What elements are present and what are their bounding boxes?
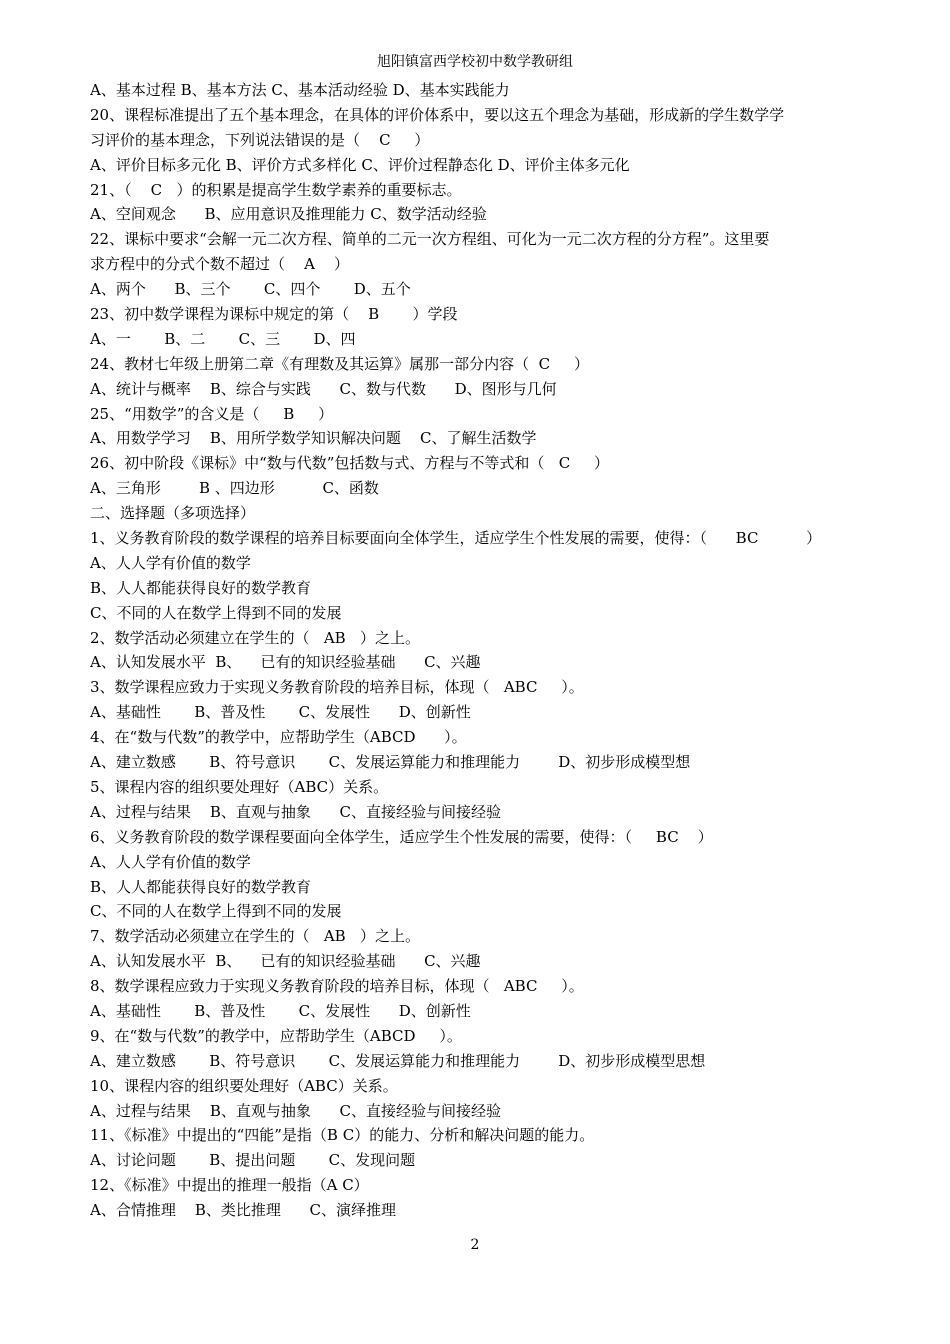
text-line: A、过程与结果 B、直观与抽象 C、直接经验与间接经验 <box>90 802 502 821</box>
text-line: 10、课程内容的组织要处理好（ABC）关系。 <box>90 1076 398 1095</box>
text-line: A、人人学有价值的数学 <box>90 553 251 572</box>
text-line: A、合情推理 B、类比推理 C、演绎推理 <box>90 1201 397 1220</box>
text-line: A、认知发展水平 B、 已有的知识经验基础 C、兴趣 <box>90 952 481 971</box>
text-line: A、空间观念 B、应用意识及推理能力 C、数学活动经验 <box>90 205 487 224</box>
text-line: A、建立数感 B、符号意识 C、发展运算能力和推理能力 D、初步形成模型思想 <box>90 1051 706 1070</box>
text-line: 12、《标准》中提出的推理一般指（A C） <box>90 1176 369 1195</box>
text-line: C、不同的人在数学上得到不同的发展 <box>90 902 342 921</box>
text-line: 11、《标准》中提出的“四能”是指（B C）的能力、分析和解决问题的能力。 <box>90 1126 595 1145</box>
text-line: 3、数学课程应致力于实现义务教育阶段的培养目标，体现（ ABC ）。 <box>90 678 584 697</box>
text-line: 25、“用数学”的含义是（ B ） <box>90 404 334 423</box>
text-line: 6、义务教育阶段的数学课程要面向全体学生，适应学生个性发展的需要，使得：（ BC ） <box>90 827 713 846</box>
text-line: A、一 B、二 C、三 D、四 <box>90 329 356 348</box>
page-header: 旭阳镇富西学校初中数学教研组 <box>377 54 573 70</box>
text-line: 20、课程标准提出了五个基本理念，在具体的评价体系中，要以这五个理念为基础，形成新的学生数学学 <box>90 105 785 124</box>
text-line: 4、在“数与代数”的教学中，应帮助学生（ABCD ）。 <box>90 728 467 747</box>
text-line: A、用数学学习 B、用所学数学知识解决问题 C、了解生活数学 <box>90 429 537 448</box>
text-line: 24、教材七年级上册第二章《有理数及其运算》属那一部分内容（ C ） <box>90 354 589 373</box>
text-line: 二、选择题（多项选择） <box>90 504 256 523</box>
text-line: 8、数学课程应致力于实现义务教育阶段的培养目标，体现（ ABC ）。 <box>90 977 584 996</box>
text-line: A、人人学有价值的数学 <box>90 852 251 871</box>
text-line: C、不同的人在数学上得到不同的发展 <box>90 603 342 622</box>
text-line: 9、在“数与代数”的教学中，应帮助学生（ABCD ）。 <box>90 1026 462 1045</box>
text-line: A、过程与结果 B、直观与抽象 C、直接经验与间接经验 <box>90 1101 502 1120</box>
text-line: 26、初中阶段《课标》中“数与代数”包括数与式、方程与不等式和（ C ） <box>90 454 610 473</box>
text-line: A、认知发展水平 B、 已有的知识经验基础 C、兴趣 <box>90 653 481 672</box>
text-line: A、评价目标多元化 B、评价方式多样化 C、评价过程静态化 D、评价主体多元化 <box>90 155 630 174</box>
document-body <box>90 78 870 1223</box>
text-line: A、基础性 B、普及性 C、发展性 D、创新性 <box>90 1001 471 1020</box>
text-line: A、三角形 B 、四边形 C、函数 <box>90 479 379 498</box>
text-line: A、两个 B、三个 C、四个 D、五个 <box>90 280 411 299</box>
text-line: 21、（ C ）的积累是提高学生数学素养的重要标志。 <box>90 180 462 199</box>
text-line: 22、课标中要求“会解一元二次方程、简单的二元一次方程组、可化为一元二次方程的分方程”。这里要 <box>90 230 770 249</box>
text-line: B、人人都能获得良好的数学教育 <box>90 578 312 597</box>
text-line: 习评价的基本理念，下列说法错误的是（ C ） <box>90 130 430 149</box>
text-line: 5、课程内容的组织要处理好（ABC）关系。 <box>90 777 389 796</box>
text-line: 2、数学活动必须建立在学生的（ AB ）之上。 <box>90 628 421 647</box>
text-line: 7、数学活动必须建立在学生的（ AB ）之上。 <box>90 927 421 946</box>
text-line: 1、义务教育阶段的数学课程的培养目标要面向全体学生，适应学生个性发展的需要，使得：（ BC ） <box>90 529 822 548</box>
text-line: 求方程中的分式个数不超过（ A ） <box>90 255 349 274</box>
page-number: 2 <box>470 1237 480 1253</box>
text-line: A、讨论问题 B、提出问题 C、发现问题 <box>90 1151 416 1170</box>
text-line: 23、初中数学课程为课标中规定的第（ B ）学段 <box>90 305 458 324</box>
text-line: A、基础性 B、普及性 C、发展性 D、创新性 <box>90 703 471 722</box>
text-line: A、统计与概率 B、综合与实践 C、数与代数 D、图形与几何 <box>90 379 557 398</box>
text-line: A、基本过程 B、基本方法 C、基本活动经验 D、基本实践能力 <box>90 81 510 99</box>
text-line: A、建立数感 B、符号意识 C、发展运算能力和推理能力 D、初步形成模型想 <box>90 753 691 772</box>
text-line: B、人人都能获得良好的数学教育 <box>90 877 312 896</box>
